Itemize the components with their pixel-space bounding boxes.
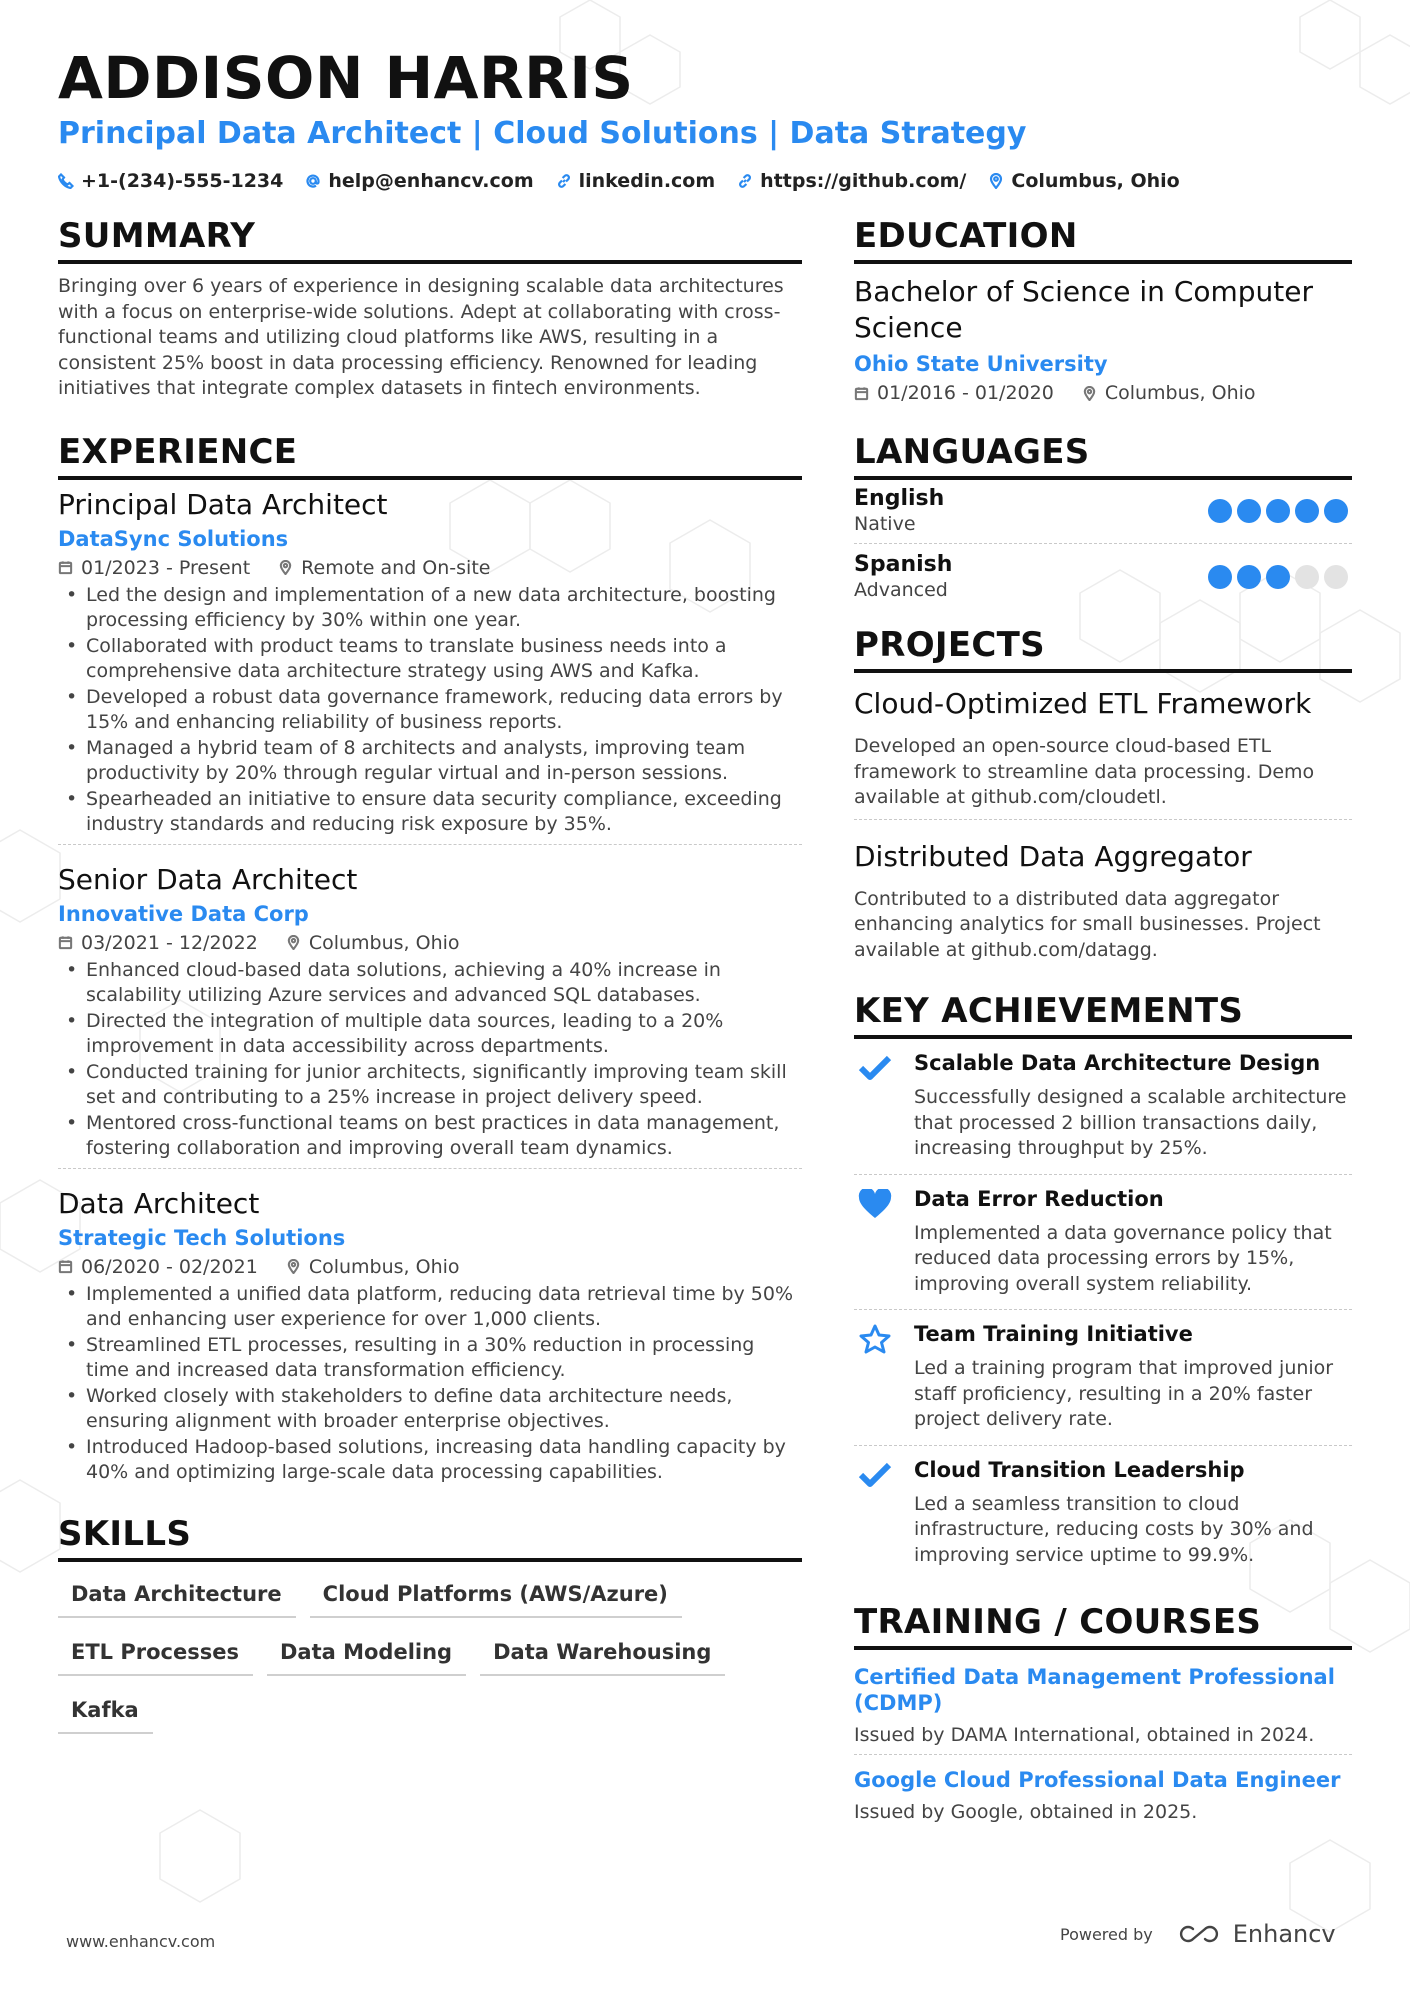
calendar-icon (58, 560, 73, 575)
checkmark-icon (858, 1053, 892, 1083)
job-bullet: • Conducted training for junior architects, significantly improving team skill set and contributing to a 25% increase in project delivery speed. (58, 1060, 802, 1111)
job-dates-text: 06/2020 - 02/2021 (81, 1255, 258, 1278)
training-heading: TRAINING / COURSES (854, 1602, 1352, 1650)
job-company: DataSync Solutions (58, 526, 289, 551)
achievement-title: Cloud Transition Leadership (914, 1457, 1245, 1482)
candidate-title: Principal Data Architect | Cloud Solutions | Data Strategy (58, 116, 1027, 151)
location-icon (286, 1259, 301, 1274)
job-meta (58, 932, 802, 954)
project-desc: Contributed to a distributed data aggregator enhancing analytics for small businesses. Project available at github.com/datagg. (854, 887, 1321, 961)
education-location (1082, 382, 1256, 404)
project-desc: Developed an open-source cloud-based ETL framework to streamline data processing. Demo available at github.com/cloudetl. (854, 735, 1315, 808)
achievements-heading: KEY ACHIEVEMENTS (854, 991, 1352, 1039)
education-heading: EDUCATION (854, 216, 1352, 264)
summary-text: Bringing over 6 years of experience in designing scalable data architectures with a focus on enterprise-wide solutions. Adept at collaborating with cross-functional teams and utilizing cloud platforms like AWS, resulting in a consistent 25% boost in data processing efficiency. Renowned for leading initiatives that integrate complex datasets in fintech environments. (58, 275, 784, 399)
job-location (286, 1256, 460, 1278)
language-name: English (854, 486, 945, 511)
contact-location-text: Columbus, Ohio (1011, 170, 1180, 192)
achievements-section (854, 991, 1352, 1580)
rating-dot-filled (1266, 499, 1290, 523)
achievement-title: Scalable Data Architecture Design (914, 1051, 1321, 1075)
location-icon (278, 560, 293, 575)
job-bullet: • Collaborated with product teams to translate business needs into a comprehensive data architecture strategy using AWS and Kafka. (58, 634, 802, 685)
course-desc: Issued by DAMA International, obtained in 2024. (854, 1724, 1315, 1746)
experience-heading: EXPERIENCE (58, 432, 802, 480)
achievement-desc: Led a seamless transition to cloud infrastructure, reducing costs by 30% and improving service uptime to 99.9%. (914, 1492, 1314, 1566)
calendar-icon (58, 1259, 73, 1274)
job-bullets (58, 583, 802, 838)
location-icon (988, 173, 1004, 189)
project-item (854, 673, 1352, 819)
achievement-item (854, 1174, 1352, 1310)
job-company: Strategic Tech Solutions (58, 1225, 346, 1250)
brand-name: Enhancv (1232, 1920, 1336, 1948)
achievement-item (854, 1309, 1352, 1445)
achievement-icon-wrap (858, 1187, 894, 1298)
course-item (854, 1754, 1352, 1831)
rating-dot-filled (1208, 499, 1232, 523)
job-location (286, 932, 460, 954)
skill-chip: Kafka (58, 1694, 153, 1734)
skills-heading: SKILLS (58, 1514, 802, 1562)
job-meta (58, 557, 802, 579)
rating-dot-filled (1237, 499, 1261, 523)
job-bullet: • Directed the integration of multiple data sources, leading to a 20% improvement in data accessibility across departments. (58, 1009, 802, 1060)
right-column (854, 216, 1352, 1831)
job-meta (58, 1256, 802, 1278)
checkmark-icon (858, 1460, 892, 1490)
powered-by-label: Powered by (1060, 1924, 1153, 1944)
job-bullet: • Worked closely with stakeholders to define data architecture needs, ensuring alignment with broader enterprise objectives. (58, 1384, 802, 1435)
rating-dot-filled (1266, 565, 1290, 589)
summary-heading: SUMMARY (58, 216, 802, 264)
job-bullets (58, 958, 802, 1162)
footer-website[interactable]: www.enhancv.com (66, 1932, 216, 1951)
job-dates-text: 01/2023 - Present (81, 556, 251, 579)
contact-linkedin-text: linkedin.com (578, 170, 716, 192)
rating-dot-filled (1237, 565, 1261, 589)
candidate-name: ADDISON HARRIS (58, 44, 634, 112)
contact-linkedin[interactable] (556, 170, 716, 192)
achievement-icon-wrap (858, 1051, 894, 1162)
languages-heading: LANGUAGES (854, 432, 1352, 480)
language-name: Spanish (854, 552, 953, 577)
job-title: Data Architect (58, 1186, 260, 1220)
job-bullet: • Managed a hybrid team of 8 architects and analysts, improving team productivity by 20% through regular virtual and in-person sessions. (58, 736, 802, 787)
footer-brand (1060, 1920, 1336, 1948)
enhancv-logo-icon (1175, 1922, 1223, 1946)
language-level: Native (854, 513, 916, 535)
contact-github[interactable] (737, 170, 966, 192)
contact-email[interactable] (305, 170, 533, 192)
brand-logo[interactable] (1175, 1920, 1336, 1948)
job-bullet: • Developed a robust data governance framework, reducing data errors by 15% and enhancing reliability of business reports. (58, 685, 802, 736)
education-meta (854, 382, 1352, 404)
projects-section (854, 625, 1352, 971)
rating-dot-empty (1324, 565, 1348, 589)
skill-chip: ETL Processes (58, 1636, 253, 1676)
language-level: Advanced (854, 579, 948, 601)
skill-chip: Data Architecture (58, 1578, 296, 1618)
summary-section (58, 216, 802, 402)
project-title: Cloud-Optimized ETL Framework (854, 687, 1312, 720)
language-rating (1208, 565, 1348, 589)
achievement-item (854, 1039, 1352, 1174)
location-icon (1082, 386, 1097, 401)
location-icon (286, 935, 301, 950)
contact-location (988, 170, 1179, 192)
job-entry (58, 488, 802, 844)
job-bullet: • Implemented a unified data platform, reducing data retrieval time by 50% and enhancing user experience for over 1,000 clients. (58, 1282, 802, 1333)
contact-github-text: https://github.com/ (760, 170, 967, 192)
job-bullet: • Mentored cross-functional teams on best practices in data management, fostering collaboration and improving overall team dynamics. (58, 1111, 802, 1162)
heart-icon (858, 1189, 892, 1219)
education-location-text: Columbus, Ohio (1104, 382, 1256, 404)
job-bullet: • Introduced Hadoop-based solutions, increasing data handling capacity by 40% and optimizing large-scale data processing capabilities. (58, 1435, 802, 1486)
achievement-desc: Implemented a data governance policy that reduced data processing errors by 15%, improving overall system reliability. (914, 1221, 1332, 1295)
achievement-desc: Successfully designed a scalable architecture that processed 2 billion transactions daily, increasing throughput by 25%. (914, 1086, 1347, 1159)
contact-email-text: help@enhancv.com (328, 170, 534, 192)
job-dates-text: 03/2021 - 12/2022 (81, 931, 258, 954)
education-dates (854, 382, 1054, 404)
job-company: Innovative Data Corp (58, 901, 309, 926)
phone-icon (58, 173, 74, 189)
achievement-item (854, 1445, 1352, 1581)
achievement-title: Data Error Reduction (914, 1186, 1164, 1211)
skill-chip: Cloud Platforms (AWS/Azure) (310, 1578, 682, 1618)
contact-phone[interactable] (58, 170, 283, 192)
job-title: Principal Data Architect (58, 487, 388, 521)
job-location-text: Columbus, Ohio (308, 1255, 460, 1278)
job-location-text: Columbus, Ohio (308, 931, 460, 954)
training-section (854, 1602, 1352, 1831)
education-dates-text: 01/2016 - 01/2020 (877, 382, 1054, 404)
education-school: Ohio State University (854, 352, 1108, 376)
calendar-icon (58, 935, 73, 950)
course-title: Google Cloud Professional Data Engineer (854, 1768, 1341, 1792)
job-dates (58, 932, 258, 954)
job-location-text: Remote and On-site (301, 556, 491, 579)
projects-heading: PROJECTS (854, 625, 1352, 673)
left-column (58, 216, 802, 1734)
education-section (854, 216, 1352, 404)
language-item (854, 480, 1352, 543)
project-item (854, 819, 1352, 972)
course-title: Certified Data Management Professional (CDMP) (854, 1665, 1335, 1715)
achievement-icon-wrap (858, 1458, 894, 1569)
language-rating (1208, 499, 1348, 523)
job-bullet: • Led the design and implementation of a new data architecture, boosting processing efficiency by 30% within one year. (58, 583, 802, 634)
job-location (278, 557, 490, 579)
rating-dot-filled (1295, 499, 1319, 523)
calendar-icon (854, 386, 869, 401)
experience-section (58, 432, 802, 1492)
job-dates (58, 557, 250, 579)
job-title: Senior Data Architect (58, 862, 358, 896)
at-icon (305, 173, 321, 189)
skill-chip: Data Warehousing (480, 1636, 725, 1676)
project-title: Distributed Data Aggregator (854, 839, 1252, 873)
job-entry (58, 844, 802, 1168)
skill-chip: Data Modeling (267, 1636, 466, 1676)
achievement-icon-wrap (858, 1322, 894, 1433)
job-dates (58, 1256, 258, 1278)
course-desc: Issued by Google, obtained in 2025. (854, 1801, 1198, 1823)
rating-dot-filled (1208, 565, 1232, 589)
job-entry (58, 1168, 802, 1492)
skills-list (58, 1578, 802, 1734)
course-item (854, 1650, 1352, 1754)
link-icon (737, 173, 753, 189)
job-bullet: • Enhanced cloud-based data solutions, achieving a 40% increase in scalability utilizing Azure services and advanced SQL databases. (58, 958, 802, 1009)
contact-bar (58, 170, 1180, 192)
achievement-title: Team Training Initiative (914, 1322, 1193, 1346)
job-bullet: • Spearheaded an initiative to ensure data security compliance, exceeding industry standards and reducing risk exposure by 35%. (58, 787, 802, 838)
contact-phone-text: +1-(234)-555-1234 (81, 170, 284, 192)
rating-dot-empty (1295, 565, 1319, 589)
achievement-desc: Led a training program that improved junior staff proficiency, resulting in a 20% faster project delivery rate. (914, 1357, 1334, 1430)
link-icon (556, 173, 572, 189)
language-item (854, 543, 1352, 609)
skills-section (58, 1514, 802, 1734)
languages-section (854, 432, 1352, 609)
job-bullet: • Streamlined ETL processes, resulting in a 30% reduction in processing time and increased data transformation efficiency. (58, 1333, 802, 1384)
star-icon (858, 1324, 892, 1354)
education-degree: Bachelor of Science in Computer Science (854, 275, 1314, 344)
rating-dot-filled (1324, 499, 1348, 523)
job-bullets (58, 1282, 802, 1486)
